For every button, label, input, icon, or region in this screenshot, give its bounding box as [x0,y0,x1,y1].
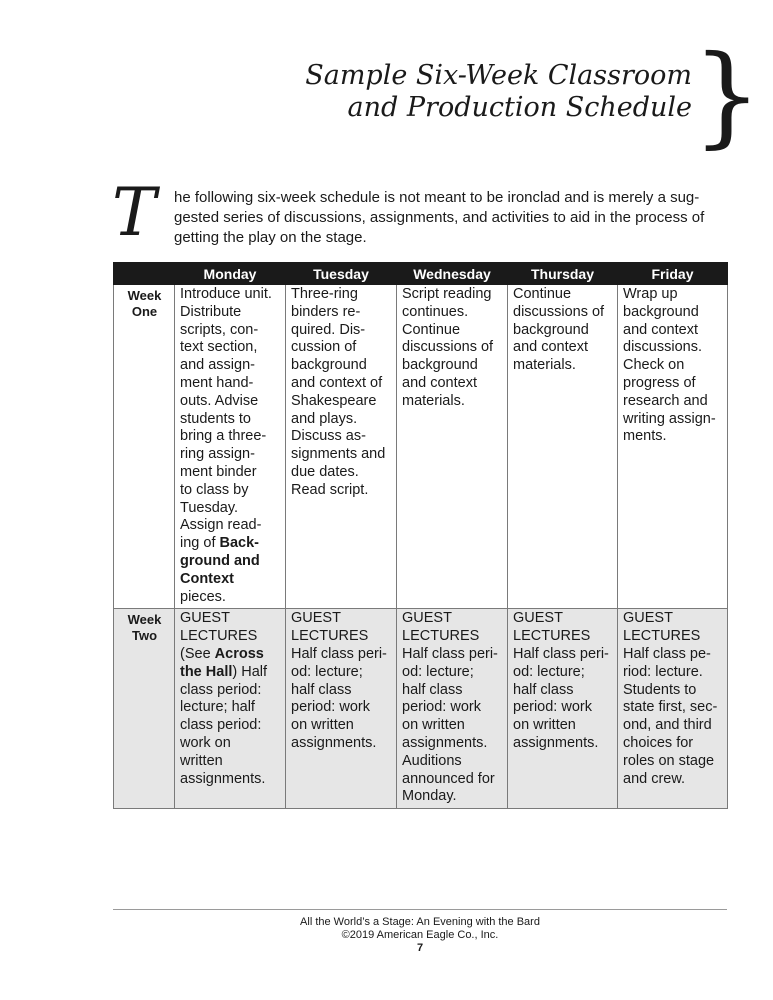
cell-text: writing assign- [623,410,716,427]
header-friday: Friday [618,263,728,285]
intro-paragraph [112,174,724,251]
cell-text: discussions of [513,303,605,320]
cell-text: background [623,303,699,320]
cell-text: period: work [291,699,370,716]
cell-line [180,553,281,571]
cell-line [623,646,723,664]
cell-line [180,735,281,753]
cell-text: discussions. [623,339,702,356]
cell-text: text section, [180,339,258,356]
cell-text: due dates. [291,463,359,480]
drop-cap: T [112,174,157,251]
cell-text: od: lecture; [291,663,363,680]
cell-line [180,464,281,482]
cell-line [623,428,723,446]
cell-monday [175,285,286,609]
cell-line [623,322,723,340]
cell-text: students to [180,410,251,427]
cell-line [180,699,281,717]
cell-wednesday [397,609,508,809]
page-number: 7 [416,942,424,954]
cell-text: od: lecture; [513,663,585,680]
cell-line [180,411,281,429]
header-thursday: Thursday [508,263,618,285]
cell-line [291,628,392,646]
page-title-line-1: Sample Six-Week Classroom [305,60,692,91]
cell-line [402,753,503,771]
cell-text: half class [291,681,352,698]
cell-line [291,428,392,446]
cell-text: LECTURES [291,628,369,645]
header-tuesday: Tuesday [286,263,397,285]
cell-text-bold: the Hall [180,663,233,680]
cell-text: class period: [180,717,262,734]
cell-line [402,646,503,664]
cell-line [402,699,503,717]
cell-text: pieces. [180,588,226,605]
cell-line [623,682,723,700]
cell-line [623,628,723,646]
cell-text-bold: Back- [219,535,259,552]
cell-line [180,322,281,340]
cell-line [623,717,723,735]
cell-text: cussion of [291,339,357,356]
cell-text: class period: [180,681,262,698]
cell-line [623,393,723,411]
cell-line [180,571,281,589]
cell-text: written [180,752,223,769]
cell-line [513,699,613,717]
cell-line [291,717,392,735]
header-monday: Monday [175,263,286,285]
cell-line [402,357,503,375]
cell-line [513,339,613,357]
cell-line [623,304,723,322]
cell-line [513,664,613,682]
cell-text: riod: lecture. [623,663,703,680]
cell-line [180,589,281,607]
cell-text: LECTURES [513,628,591,645]
cell-line [513,286,613,304]
header-row [114,263,728,285]
cell-text: half class [513,681,574,698]
cell-line [623,375,723,393]
cell-text: assignments. [402,734,488,751]
intro-line: getting the play on the stage. [174,229,367,246]
cell-line [291,375,392,393]
cell-text: Half class pe- [623,645,711,662]
cell-line [180,753,281,771]
cell-line [180,304,281,322]
cell-thursday [508,285,618,609]
cell-text: materials. [513,357,576,374]
cell-text: assignments. [513,734,599,751]
cell-text: progress of [623,374,696,391]
cell-line [291,357,392,375]
cell-line [402,339,503,357]
cell-line [623,699,723,717]
cell-text: and context of [291,374,383,391]
cell-line [180,517,281,535]
cell-line [513,735,613,753]
cell-text: materials. [402,392,465,409]
cell-line [291,735,392,753]
cell-text: quired. Dis- [291,321,366,338]
cell-text: ments. [623,428,667,445]
cell-text: Tuesday. [180,499,239,516]
cell-line [180,339,281,357]
cell-text: and plays. [291,410,358,427]
cell-line [402,788,503,806]
intro-line: he following six-week schedule is not meant to be ironclad and is merely a sug- [174,189,700,206]
cell-text: ring assign- [180,446,255,463]
cell-line [623,357,723,375]
cell-text: on written [291,717,354,734]
week-label-line: Two [131,628,158,644]
cell-line [623,286,723,304]
cell-text: Half class peri- [402,645,498,662]
cell-text: continues. [402,303,469,320]
cell-line [180,610,281,628]
cell-text: state first, sec- [623,699,718,716]
cell-line [402,322,503,340]
footer-book-title: All the World’s a Stage: An Evening with the Bard [300,916,540,928]
cell-text: ing of [180,535,220,552]
cell-text: Discuss as- [291,428,366,445]
intro-line: gested series of discussions, assignments, and activities to aid in the process of [174,209,705,226]
cell-line [513,682,613,700]
cell-monday [175,609,286,809]
header-corner [114,263,175,285]
cell-text: Distribute [180,303,242,320]
cell-line [513,717,613,735]
cell-text: lecture; half [180,699,255,716]
cell-text-bold: Context [180,570,234,587]
cell-line [623,411,723,429]
cell-line [291,304,392,322]
cell-friday [618,285,728,609]
cell-line [513,628,613,646]
cell-line [291,699,392,717]
cell-text: Introduce unit. [180,286,272,302]
cell-line [402,375,503,393]
cell-thursday [508,609,618,809]
cell-text: period: work [513,699,592,716]
cell-text: Three-ring [291,286,358,302]
cell-line [180,682,281,700]
cell-text: Continue [402,321,461,338]
cell-text: on written [513,717,576,734]
cell-text: background [513,321,589,338]
cell-line [180,664,281,682]
cell-line [402,664,503,682]
cell-text: GUEST [402,610,452,627]
footer-copyright: ©2019 American Eagle Co., Inc. [341,929,499,941]
cell-line [402,771,503,789]
cell-line [291,610,392,628]
cell-text: Students to [623,681,697,698]
cell-text: ond, and third [623,717,712,734]
cell-text: on written [402,717,465,734]
intro-text [174,188,724,248]
cell-line [402,286,503,304]
cell-line [180,535,281,553]
cell-line [291,322,392,340]
cell-text: and context [402,374,477,391]
cell-text: LECTURES [402,628,480,645]
cell-line [291,446,392,464]
cell-text: bring a three- [180,428,267,445]
cell-line [402,393,503,411]
cell-line [402,682,503,700]
cell-line [623,339,723,357]
cell-line [180,628,281,646]
cell-line [291,682,392,700]
cell-text: GUEST [513,610,563,627]
cell-line [291,664,392,682]
cell-text: Auditions [402,752,462,769]
cell-text: outs. Advise [180,392,259,409]
week-label-line: Week [127,288,162,303]
cell-text: GUEST [180,610,230,627]
cell-text: Shakespeare [291,392,377,409]
cell-line [180,500,281,518]
cell-line [623,771,723,789]
cell-wednesday [397,285,508,609]
cell-text: and assign- [180,357,255,374]
cell-text: research and [623,392,708,409]
page-footer [113,909,727,955]
cell-text: (See [180,645,215,662]
cell-line [180,286,281,304]
cell-text: Check on [623,357,685,374]
cell-line [180,375,281,393]
cell-line [402,304,503,322]
cell-line [291,646,392,664]
cell-text: roles on stage [623,752,715,769]
cell-text: assignments. [180,770,266,787]
cell-tuesday [286,285,397,609]
cell-text: LECTURES [180,628,258,645]
cell-line [402,610,503,628]
cell-text: ment binder [180,463,257,480]
cell-text: Script reading [402,286,492,302]
cell-line [180,717,281,735]
header-wednesday: Wednesday [397,263,508,285]
cell-text: Continue [513,286,572,302]
cell-text-bold: ground and [180,552,260,569]
cell-text: GUEST [291,610,341,627]
week-label [114,285,175,609]
cell-line [402,735,503,753]
table-row [114,285,728,609]
cell-line [291,411,392,429]
cell-text: period: work [402,699,481,716]
week-label-line: One [131,304,158,319]
cell-line [402,628,503,646]
cell-line [513,304,613,322]
cell-line [291,482,392,500]
cell-friday [618,609,728,809]
cell-text: background [402,357,478,374]
cell-line [513,322,613,340]
cell-line [623,664,723,682]
cell-text: GUEST [623,610,673,627]
cell-text: LECTURES [623,628,701,645]
cell-text: choices for [623,734,694,751]
cell-text: Read script. [291,481,369,498]
cell-text: and context [513,339,588,356]
cell-text: announced for [402,770,495,787]
cell-text: Half class peri- [513,645,609,662]
page-title-line-2: and Production Schedule [347,92,692,123]
cell-line [291,393,392,411]
cell-line [180,646,281,664]
cell-line [180,357,281,375]
cell-line [513,646,613,664]
cell-tuesday [286,609,397,809]
cell-line [402,717,503,735]
cell-text: Monday. [402,788,457,805]
cell-line [291,464,392,482]
cell-text-bold: Across [214,645,264,662]
cell-text: od: lecture; [402,663,474,680]
cell-line [180,393,281,411]
cell-text: and crew. [623,770,686,787]
cell-line [513,357,613,375]
cell-text: ment hand- [180,374,254,391]
cell-text: background [291,357,367,374]
cell-text: discussions of [402,339,494,356]
cell-line [180,428,281,446]
cell-text: signments and [291,446,386,463]
cell-text: work on [180,734,231,751]
cell-line [180,771,281,789]
cell-text: Half class peri- [291,645,387,662]
cell-text: assignments. [291,734,377,751]
week-label [114,609,175,809]
cell-line [623,753,723,771]
cell-line [291,286,392,304]
cell-text: half class [402,681,463,698]
cell-text: ) Half [232,663,268,680]
week-label-line: Week [127,612,162,628]
title-brace: } [692,31,762,159]
cell-line [513,610,613,628]
cell-line [291,339,392,357]
table-row [114,609,728,809]
cell-line [180,446,281,464]
cell-text: binders re- [291,303,361,320]
cell-text: Assign read- [180,517,262,534]
page-title [300,60,692,124]
cell-text: to class by [180,481,249,498]
cell-line [623,610,723,628]
cell-line [180,482,281,500]
cell-text: scripts, con- [180,321,259,338]
cell-text: and context [623,321,698,338]
cell-text: Wrap up [623,286,678,302]
cell-line [623,735,723,753]
schedule-table [113,262,728,809]
